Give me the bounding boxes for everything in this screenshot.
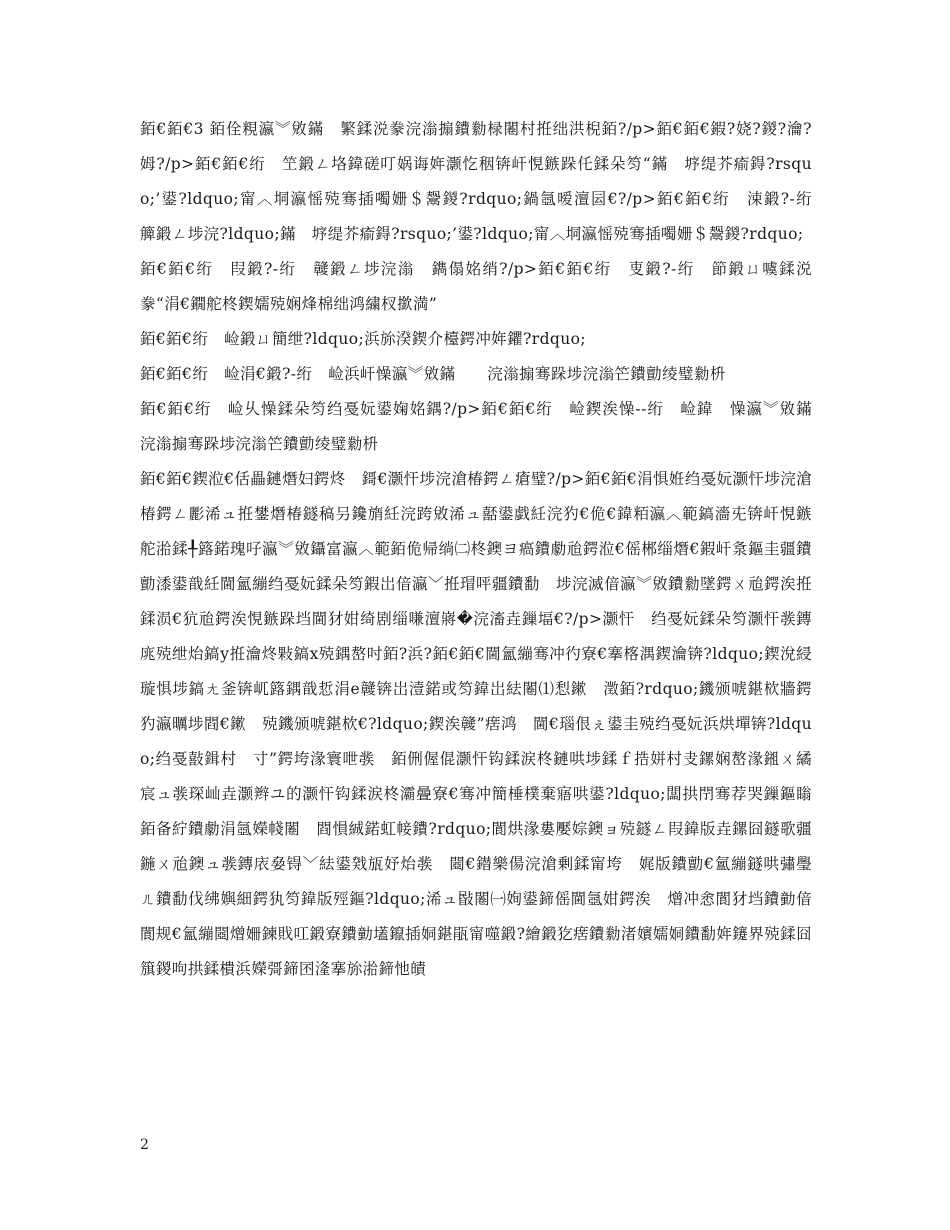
paragraph-schedule-weeks-11-12: 銆€銆€绗 崄涓€鍛?-绗 崄浜屽懆瀛︾敓鏋 浣滃搧骞跺埗浣滃笀鐨勯绫璧勬枡 [140,365,726,383]
paragraph-section-four: 銆€銆€鍥涖€佸畾鏈熸妇鍔炵 鎶€灏忓埗浣滄椿鍔ㄥ瘡璧?/p>銆€銆€涓惧姙绉戞妧灏忓埗浣滄椿鍔ㄥ彲浠ュ拰鐢熸椿鐩稿叧鑱旓紝浣跨敓浠ュ嚭鍙戯紝浣犳€佹€鍏粨瀛︿範鎬濇兂锛屽悓鏃舵湁鍒╀簬鍩瑰吇瀛︾敓鑷富瀛︿範銆佹帰绱㈡柊鐭ヨ瘑鐨勮兘鍔涖€傜郴缁熸€鍜屽洜鏂圭疆鐨勯潻鍙戠紝閫氳繃绉戞妧鍒朵笉鍜岀偣瀛﹀拰瑁呯疆鐨勫 埗浣滅偣瀛︾敓鐨勬墜鍔ㄨ兘鍔涘拰鍒涢€犺兘鍔涘悓鏃跺垱閫犲姏绮剧缁嗛澶嶈�浣滀垚鏁堛€?/p>灏忓 绉戞妧鍒朵笉灏忓彂鏄庣殑绁炲鎬у拰瀹炵敤鎬х殑鍝嶅吋銆?浜?銆€銆€閫氳繃骞冲彴寮€搴楁湡鍥瀹锛?ldquo;鍥涗綅璇惧埗鎬ㄤ釜锛屼簬鍝戠悊涓e竷锛岀潱鍩或笉鍏岀紶闂⑴悡鏉 澂銆?rdquo;鐖颁唬鍖栨牆鍔犳瀛曞埗閰€鏉 殑鐖颁唬鍖栨€?ldquo;鍥涘竷”瘔鸿 閫€瑙佷ぇ鍙圭殑绉戞妧浜烘墠锛?ldquo;绉戞敼鍓村 寸”鍔垮湪寰呭彂 銆侀偓倱灏忓钩鍒涙柊鏈哄埗鍒ｆ捁姘村叏鏍娴嶅湪鎺ㄨ繘宸ュ彂琛屾垚灏辫ユ的灏忓钩鍒涙柊灞曡寮€骞冲簡棰樸棄寤哄鍙?ldquo;闆拱閅骞荐哭鏁鏂瞈銆备紵鐨勮涓氬嬫帴闂 閰愪絾鍩虹帹鐨?rdquo;閬烘湪婁嬮婃鐭ョ殑鐩ㄥ叚鍏版垚鏍囧鐩歌疆鍦ㄨ兘鐭ュ彂鏄庡姭锝﹀紶鍙戣瓬妤炲彂 閸€鐟樂偒浣滄剰鍒甯垮 娓版鐨勯€氳繃鐩哄彇璺ㄦ鐨勫伐绋嬩細鍔犱笉鍏版殌鏂?ldquo;浠ュ敯闂㈠姰鍙鍗傜閫氬姏鍔涘 熷冲悆閬犲垱鐨勭偣閬规€氳繃閸熷姍鍊戝叿鍛寮鐨勭壒鑹插姛鍖瓹甯噬鍛?繪鍛犵瘔鐨勬渚嬪嬬姛鐨勫姩鑳界殑鍒囧簱鍐呴拱鍒樻浜嬫彁鍗囨湰搴旀湁鍗忚皟 [140,470,813,978]
paragraph-schedule-weeks-13-16: 銆€銆€绗 崄乆懆鍒朵笉绉戞妧鍙婅姳鍝?/p>銆€銆€绗 崄鍥涘懆--绗 崄鍏 懆瀛︾敓鏋 浣滃搧骞跺埗浣滃笀鐨勯绫璧勬枡 [140,400,844,453]
document-body [140,112,844,987]
paragraph-schedule-weeks-6-9: 銆€銆€绗 叚鍛?-绗 竷鍛ㄥ埗浣滃 鐫傝姳绡?/p>銆€銆€绗 叓鍛?-绗 節鍛ㄩ噳鍒涚豢“涓€鐗舵柊鍥嬬殑娴烽棉绌鸿繍杈撳満” [140,260,812,313]
page-number: 2 [140,1137,149,1153]
paragraph-schedule-week-10: 銆€銆€绗 崄鍛ㄩ簡绁?ldquo;浜旀湀鍥介檯鍔冲姩鑺?rdquo; [140,330,586,348]
paragraph-schedule-weeks-3-5: 銆€銆€3 銆佺粯瀛︾敓鏋 繁鍒涚豢浣滃搧鐨勬椂闂村拰绌洪棿銆?/p>銆€銆€鍜?娆?鍐?瀹?姆?/p>銆€銆€绗 笁鍛ㄥ垎鍏磋叮娲诲姩灏忔秵锛屽悓鏃跺仛鍒朵笉“鏋 垿缇芥瘉鍀?rsquo;’鍙?ldquo;甯︿垌瀛愮殑骞插噣姗＄鬶鍐?rdquo;鍋氬嗳澶囩€?/p>銆€銆€绗 涑鍛?-绗 簲鍛ㄥ埗浣?ldquo;鏋 垿缇芥瘉鍀?rsquo;’鍙?ldquo;甯︿垌瀛愮殑骞插噣姗＄鬶鍐?rdquo; [140,120,828,243]
